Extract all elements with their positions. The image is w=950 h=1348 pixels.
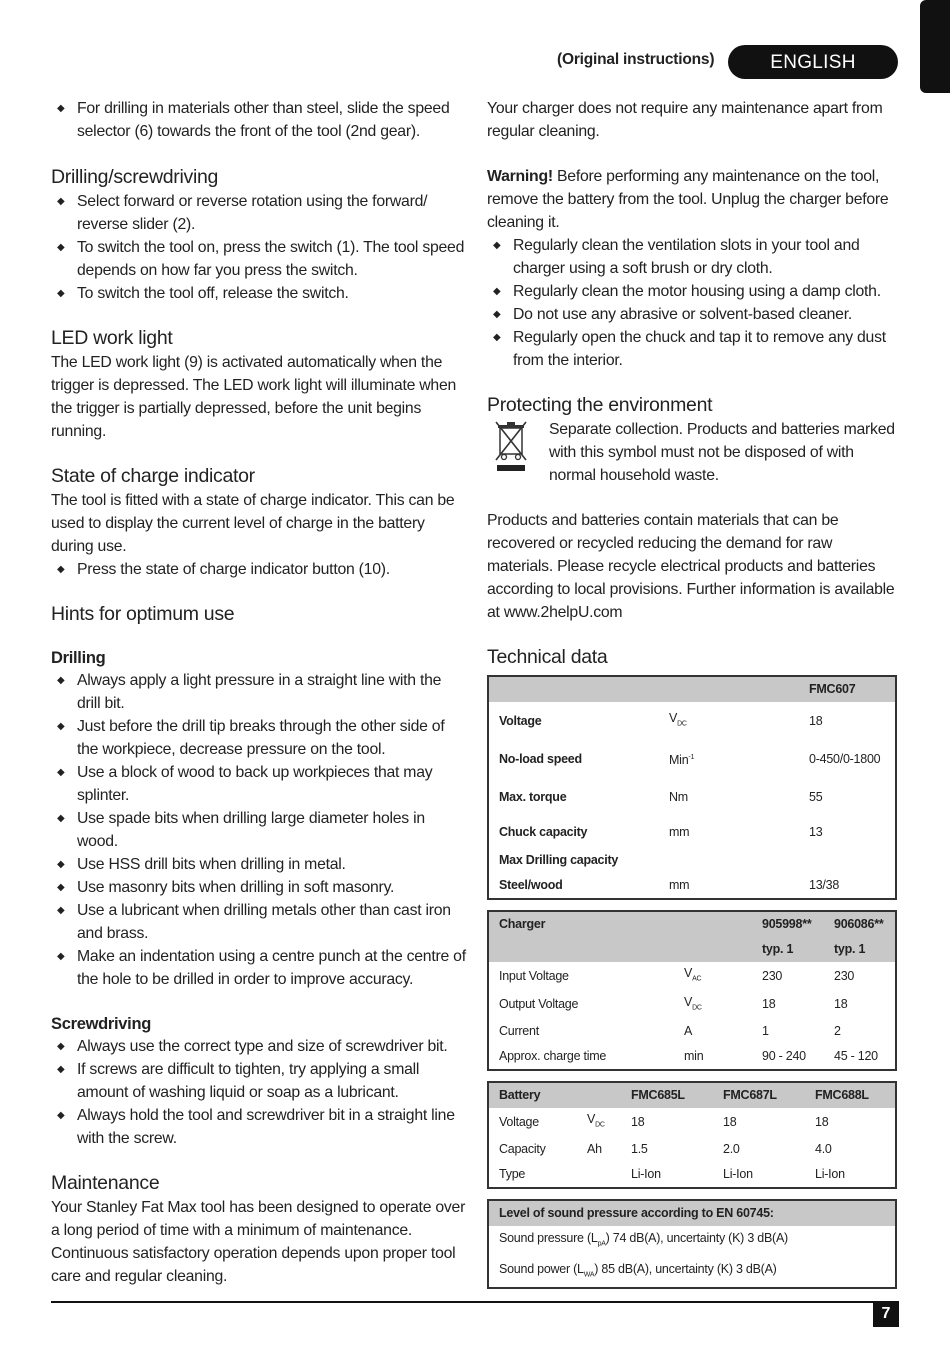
recycle-text: Products and batteries contain materials that can be recovered or recycled reducing the demand for raw materials. Please recycle electrical products and batteries according to local provisions. Further information is available at www.2helpU.com xyxy=(487,512,895,621)
list-item: ◆ Use a lubricant when drilling metals other than cast iron and brass. xyxy=(51,899,466,945)
list-item: ◆ Always use the correct type and size of screwdriver bit. xyxy=(51,1035,466,1058)
screwdriving-list xyxy=(51,1035,466,1150)
table-header-row xyxy=(488,676,896,702)
led-heading: LED work light xyxy=(51,327,173,349)
page-number: 7 xyxy=(873,1301,899,1327)
table-row: Output Voltage $V_{DC}$ 18 18 xyxy=(499,994,848,1012)
list-item: ◆ Just before the drill tip breaks through the other side of the workpiece, decrease pressure on the tool. xyxy=(51,715,466,761)
list-item: ◆ Press the state of charge indicator button (10). xyxy=(51,558,466,581)
table-header-row: Charger 905998** 906086** xyxy=(488,911,896,937)
charge-text: The tool is fitted with a state of charge indicator. This can be used to display the current level of charge in the battery during use. xyxy=(51,492,455,555)
charge-heading: State of charge indicator xyxy=(51,465,255,487)
warning-text xyxy=(487,165,899,234)
tool-model: FMC607 xyxy=(799,676,896,702)
list-item: ◆ Use masonry bits when drilling in soft masonry. xyxy=(51,876,466,899)
screwdriving-heading: Screwdriving xyxy=(51,1015,152,1033)
table-row: Max Drilling capacity xyxy=(499,853,619,867)
list-item: ◆ Regularly open the chuck and tap it to remove any dust from the interior. xyxy=(487,326,899,372)
table-row: Voltage $V_{DC}$ 18 xyxy=(499,710,823,728)
separate-collection-text: Separate collection. Products and batteries marked with this symbol must not be disposed of with normal household waste. xyxy=(549,421,895,484)
crossed-out-wheelie-bin-icon xyxy=(487,418,549,487)
list-item: ◆ Regularly clean the ventilation slots in your tool and charger using a soft brush or dry cloth. xyxy=(487,234,899,280)
drilling-screwdriving-heading: Drilling/screwdriving xyxy=(51,166,219,188)
cleaning-list xyxy=(487,234,899,372)
list-item: ◆ Use spade bits when drilling large diameter holes in wood. xyxy=(51,807,466,853)
drilling-list xyxy=(51,669,466,991)
table-row: Sound power $(L_{WA})$ 85 dB(A), uncertainty (K) 3 dB(A) xyxy=(499,1261,777,1279)
table-row: Max. torque Nm 55 xyxy=(499,789,823,804)
list-item: ◆ Regularly clean the motor housing using a damp cloth. xyxy=(487,280,899,303)
footer-rule xyxy=(51,1301,899,1303)
battery-spec-table xyxy=(487,1081,897,1189)
list-item: ◆ For drilling in materials other than steel, slide the speed selector (6) towards the front of the tool (2nd gear). xyxy=(51,97,466,143)
table-row: Capacity Ah 1.5 2.0 4.0 xyxy=(499,1141,832,1156)
table-header-row: typ. 1 typ. 1 xyxy=(488,937,896,962)
table-row: Current A 1 2 xyxy=(499,1024,841,1038)
table-row: Input Voltage $V_{AC}$ 230 230 xyxy=(499,966,855,983)
maintenance-text: Your Stanley Fat Max tool has been designed to operate over a long period of time with a minimum of maintenance. Continuous satisfactory operation depends upon proper tool care and regular cleaning. xyxy=(51,1199,466,1285)
warning-body: Before performing any maintenance on the tool, remove the battery from the tool. Unplug the charger before cleaning it. xyxy=(487,168,889,231)
maintenance-heading: Maintenance xyxy=(51,1172,160,1194)
drilling-screwdriving-list xyxy=(51,190,466,305)
list-item: ◆ Use HSS drill bits when drilling in metal. xyxy=(51,853,466,876)
separate-collection-block xyxy=(487,418,899,487)
drilling-heading: Drilling xyxy=(51,649,106,667)
edge-thumb-tab xyxy=(920,0,950,93)
list-item: ◆ Do not use any abrasive or solvent-based cleaner. xyxy=(487,303,899,326)
list-item: ◆ Always hold the tool and screwdriver bit in a straight line with the screw. xyxy=(51,1104,466,1150)
list-item: ◆ Make an indentation using a centre punch at the centre of the hole to be drilled in order to improve accuracy. xyxy=(51,945,466,991)
table-header-row: Battery FMC685L FMC687L FMC688L xyxy=(488,1082,896,1108)
table-row: Voltage $V_{DC}$ 18 18 18 xyxy=(499,1112,829,1129)
table-header-row: Level of sound pressure according to EN 60745: xyxy=(488,1200,896,1226)
table-row: Chuck capacity mm 13 xyxy=(499,824,823,839)
tool-spec-table xyxy=(487,675,897,900)
list-item: ◆ To switch the tool on, press the switch (1). The tool speed depends on how far you press the switch. xyxy=(51,236,466,282)
charger-spec-table xyxy=(487,910,897,1071)
language-badge: ENGLISH xyxy=(728,45,898,79)
environment-heading: Protecting the environment xyxy=(487,394,713,416)
technical-data-heading: Technical data xyxy=(487,646,608,668)
list-item: ◆ Always apply a light pressure in a straight line with the drill bit. xyxy=(51,669,466,715)
list-item: ◆ If screws are difficult to tighten, try applying a small amount of washing liquid or soap as a lubricant. xyxy=(51,1058,466,1104)
original-instructions-label: (Original instructions) xyxy=(557,51,715,68)
list-item: ◆ To switch the tool off, release the switch. xyxy=(51,282,466,305)
list-item: ◆ Use a block of wood to back up workpieces that may splinter. xyxy=(51,761,466,807)
list-item: ◆ Select forward or reverse rotation using the forward/ reverse slider (2). xyxy=(51,190,466,236)
table-row: Approx. charge time min 90 - 240 45 - 120 xyxy=(499,1049,878,1063)
table-row: Steel/wood mm 13/38 xyxy=(499,878,840,892)
right-column xyxy=(487,97,899,1299)
table-row: Sound pressure $(L_{pA})$ 74 dB(A), uncertainty (K) 3 dB(A) xyxy=(499,1231,788,1248)
left-column xyxy=(51,97,466,1288)
sound-table xyxy=(487,1199,897,1289)
intro-list xyxy=(51,97,466,143)
charge-list xyxy=(51,558,466,581)
table-row: No-load speed Min$^{-1}$ 0-450/0-1800 xyxy=(499,751,881,768)
warning-label: Warning! xyxy=(487,168,553,185)
table-row: Type Li-Ion Li-Ion Li-Ion xyxy=(499,1166,845,1181)
hints-heading: Hints for optimum use xyxy=(51,603,235,625)
charger-maintenance-text: Your charger does not require any maintenance apart from regular cleaning. xyxy=(487,100,883,140)
led-text: The LED work light (9) is activated automatically when the trigger is depressed. The LED work light will illuminate when the trigger is partially depressed, before the unit begins running. xyxy=(51,354,457,440)
